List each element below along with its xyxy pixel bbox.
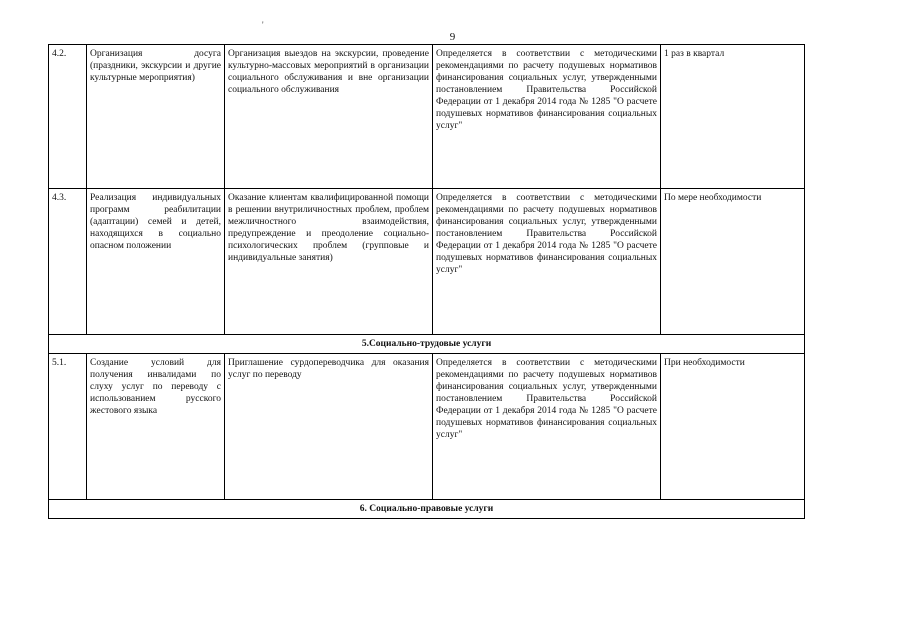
- page-number: 9: [449, 31, 456, 43]
- row-number: 4.3.: [49, 189, 87, 335]
- service-frequency: 1 раз в квартал: [661, 45, 805, 189]
- services-table: [48, 44, 805, 519]
- calculation-method: Определяется в соответствии с методическими рекомендациями по расчету подушевых нормативов финансирования социальных услуг, утвержденными постановлением Правительства Российской Федерации от 1 декабря 2014 года № 1285 "О расчете подушевых нормативов финансирования социальных услуг": [433, 45, 661, 189]
- row-number: 5.1.: [49, 354, 87, 500]
- row-number: 4.2.: [49, 45, 87, 189]
- section-title-social-legal: 6. Социально-правовые услуги: [49, 500, 805, 519]
- service-content: Организация выездов на экскурсии, проведение культурно-массовых мероприятий в организации социального обслуживания и вне организации социального обслуживания: [225, 45, 433, 189]
- section-header-row: [49, 335, 805, 354]
- table-row: [49, 354, 805, 500]
- service-name: Организация досуга (праздники, экскурсии и другие культурные мероприятия): [87, 45, 225, 189]
- service-content: Оказание клиентам квалифицированной помощи в решении внутриличностных проблем, проблем межличностного взаимодействия, предупреждение и преодоление социально-психологических проблем (групповые и индивидуальные занятия): [225, 189, 433, 335]
- section-title-social-labor: 5.Социально-трудовые услуги: [49, 335, 805, 354]
- scan-mark: ': [262, 20, 264, 30]
- service-frequency: По мере необходимости: [661, 189, 805, 335]
- calculation-method: Определяется в соответствии с методическими рекомендациями по расчету подушевых нормативов финансирования социальных услуг, утвержденными постановлением Правительства Российской Федерации от 1 декабря 2014 года № 1285 "О расчете подушевых нормативов финансирования социальных услуг": [433, 189, 661, 335]
- service-name: Реализация индивидуальных программ реабилитации (адаптации) семей и детей, находящихся в социально опасном положении: [87, 189, 225, 335]
- table-row: [49, 45, 805, 189]
- service-name: Создание условий для получения инвалидами по слуху услуг по переводу с использованием русского жестового языка: [87, 354, 225, 500]
- service-frequency: При необходимости: [661, 354, 805, 500]
- service-content: Приглашение сурдопереводчика для оказания услуг по переводу: [225, 354, 433, 500]
- section-header-row: [49, 500, 805, 519]
- calculation-method: Определяется в соответствии с методическими рекомендациями по расчету подушевых нормативов финансирования социальных услуг, утвержденными постановлением Правительства Российской Федерации от 1 декабря 2014 года № 1285 "О расчете подушевых нормативов финансирования социальных услуг": [433, 354, 661, 500]
- table-row: [49, 189, 805, 335]
